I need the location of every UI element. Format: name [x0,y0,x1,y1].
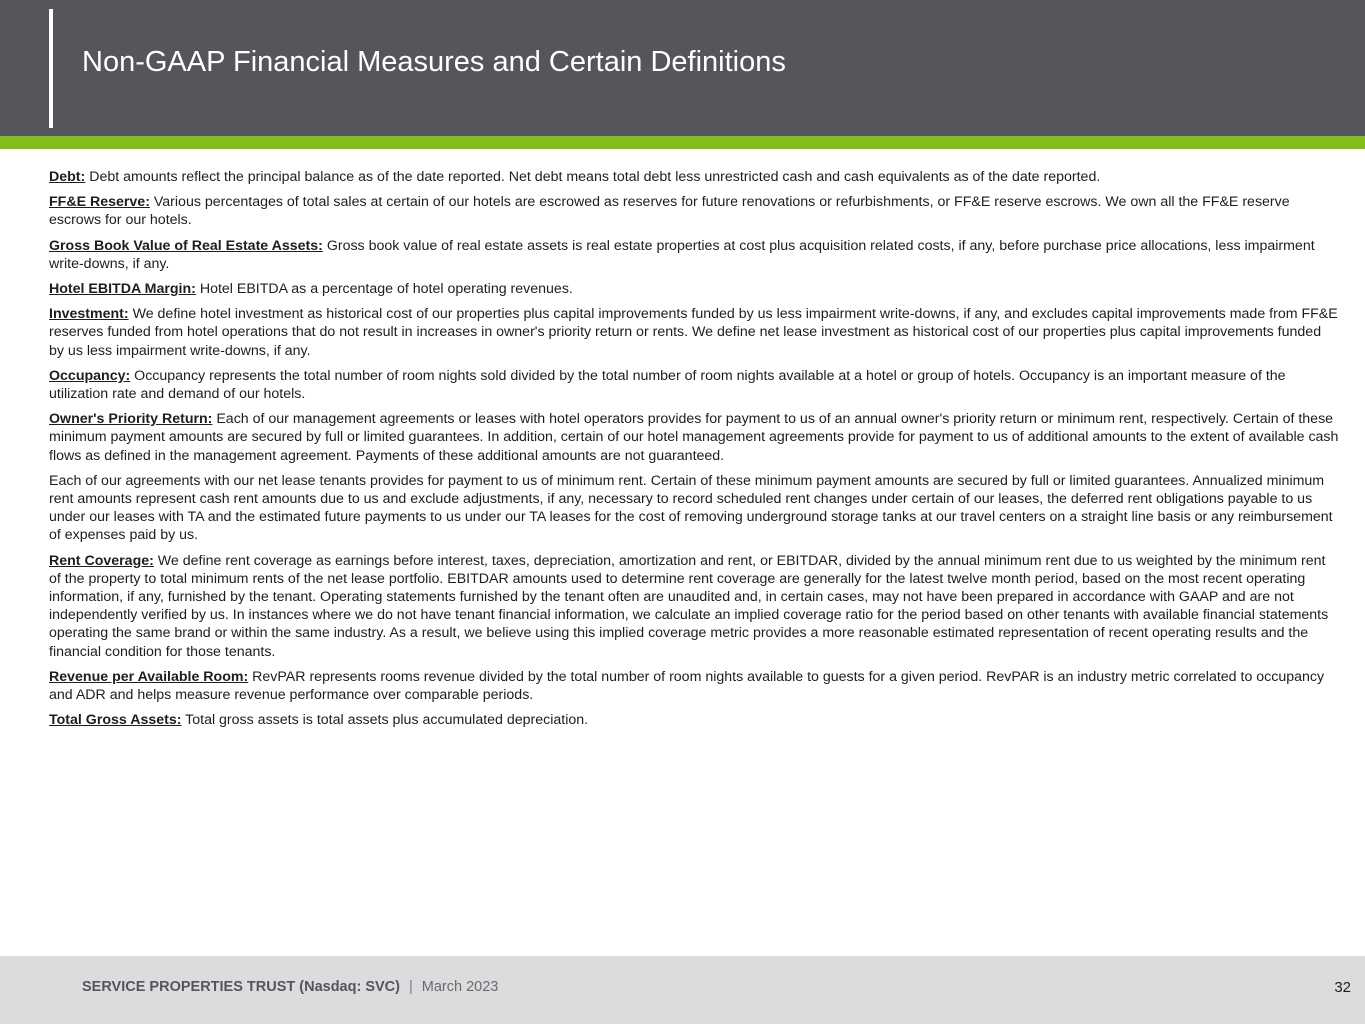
definition-term: Rent Coverage: [49,552,154,569]
definition-term: Hotel EBITDA Margin: [49,281,196,298]
definition-investment [49,305,1339,360]
definition-hotel-ebitda-margin [49,280,1339,298]
definition-net-lease-minimum-rent [49,472,1339,545]
definition-term: Revenue per Available Room: [49,668,249,685]
definition-term: Debt: [49,169,86,185]
slide-footer [0,956,1365,1024]
footer-separator: | [408,979,413,995]
definition-owners-priority-return [49,410,1339,465]
definition-text: We define rent coverage as earnings before interest, taxes, depreciation, amortization and rent, or EBITDAR, divided by the annual minimum rent due to us weighted by the minimum rent of the property to total minimum rents of the net lease portfolio. EBITDAR amounts used to determine rent coverage are generally for the latest twelve month period, based on the most recent operating information, if any, furnished by the tenant. Operating statements furnished by the tenant often are unaudited and, in certain cases, may not have been prepared in accordance with GAAP and are not independently verified by us. In instances where we do not have tenant financial information, we calculate an implied coverage ratio for the period based on other tenants with available financial statements operating the same brand or within the same industry. As a result, we believe using this implied coverage metric provides a more reasonable estimated representation of recent operating results and the financial condition for those tenants. [49,552,1329,660]
definition-total-gross-assets [49,711,1339,729]
definition-term: Owner's Priority Return: [49,411,213,428]
definition-debt [49,168,1339,186]
header-accent-bar [0,136,1365,149]
definition-text: Each of our agreements with our net lease tenants provides for payment to us of minimum rent. Certain of these minimum payment amounts are secured by full or limited guarantees. Annualized minimum rent amounts represent cash rent amounts due to us and exclude adjustments, if any, necessary to record scheduled rent changes under certain of our leases, the deferred rent obligations payable to us under our leases with TA and the estimated future payments to us under our TA leases for the cost of removing underground storage tanks at our travel centers on a straight line basis or any reimbursement of expenses paid by us. [49,472,1333,544]
definition-text: Hotel EBITDA as a percentage of hotel operating revenues. [195,281,573,298]
definition-term: FF&E Reserve: [49,194,150,211]
definition-ffe-reserve [49,193,1339,229]
footer-date: March 2023 [421,979,499,995]
header-vertical-rule [49,9,53,128]
definition-term: Total Gross Assets: [49,712,182,729]
definition-term: Gross Book Value of Real Estate Assets: [49,237,323,254]
page-number: 32 [1334,979,1351,996]
definition-rent-coverage [49,552,1339,661]
definition-text: Each of our management agreements or leases with hotel operators provides for payment to us of an annual owner's priority return or minimum rent, respectively. Certain of these minimum payment amounts are secured by full or limited guarantees. In addition, certain of our hotel management agreements provide for payment to us of additional amounts to the extent of available cash flows as defined in the management agreement. Payments of these additional amounts are not guaranteed. [49,411,1339,464]
definition-revpar [49,668,1339,704]
footer-caption [82,979,498,995]
definition-text: Gross book value of real estate assets is real estate properties at cost plus acquisition related costs, if any, before purchase price allocations, less impairment write-downs, if any. [49,237,1315,272]
definition-occupancy [49,367,1339,403]
definition-gross-book-value [49,237,1339,273]
definition-text: Debt amounts reflect the principal balance as of the date reported. Net debt means total debt less unrestricted cash and cash equivalents as of the date reported. [85,169,1101,185]
definition-text: Various percentages of total sales at certain of our hotels are escrowed as reserves for future renovations or refurbishments, or FF&E reserve escrows. We own all the FF&E reserve escrows for our hotels. [49,194,1290,229]
definition-text: Occupancy represents the total number of room nights sold divided by the total number of room nights available at a hotel or group of hotels. Occupancy is an important measure of the utilization rate and demand of our hotels. [49,367,1286,403]
definition-text: RevPAR represents rooms revenue divided by the total number of room nights available to guests for a given period. RevPAR is an industry metric correlated to occupancy and ADR and helps measure revenue performance over comparable periods. [49,668,1325,704]
slide-header [0,0,1365,136]
definition-term: Investment: [49,306,129,323]
page-title: Non-GAAP Financial Measures and Certain Definitions [82,46,786,78]
definition-text: We define hotel investment as historical cost of our properties plus capital improvements funded by us less impairment write-downs, if any, and excludes capital improvements made from FF&E reserves funded from hotel operations that do not result in increases in owner's priority return or rents. We define net lease investment as historical cost of our properties plus capital improvements funded by us less impairment write-downs, if any. [49,306,1338,359]
footer-company-name: SERVICE PROPERTIES TRUST (Nasdaq: SVC) [82,979,400,995]
definition-term: Occupancy: [49,367,131,384]
definitions-list [49,168,1339,736]
definition-text: Total gross assets is total assets plus accumulated depreciation. [181,712,589,729]
